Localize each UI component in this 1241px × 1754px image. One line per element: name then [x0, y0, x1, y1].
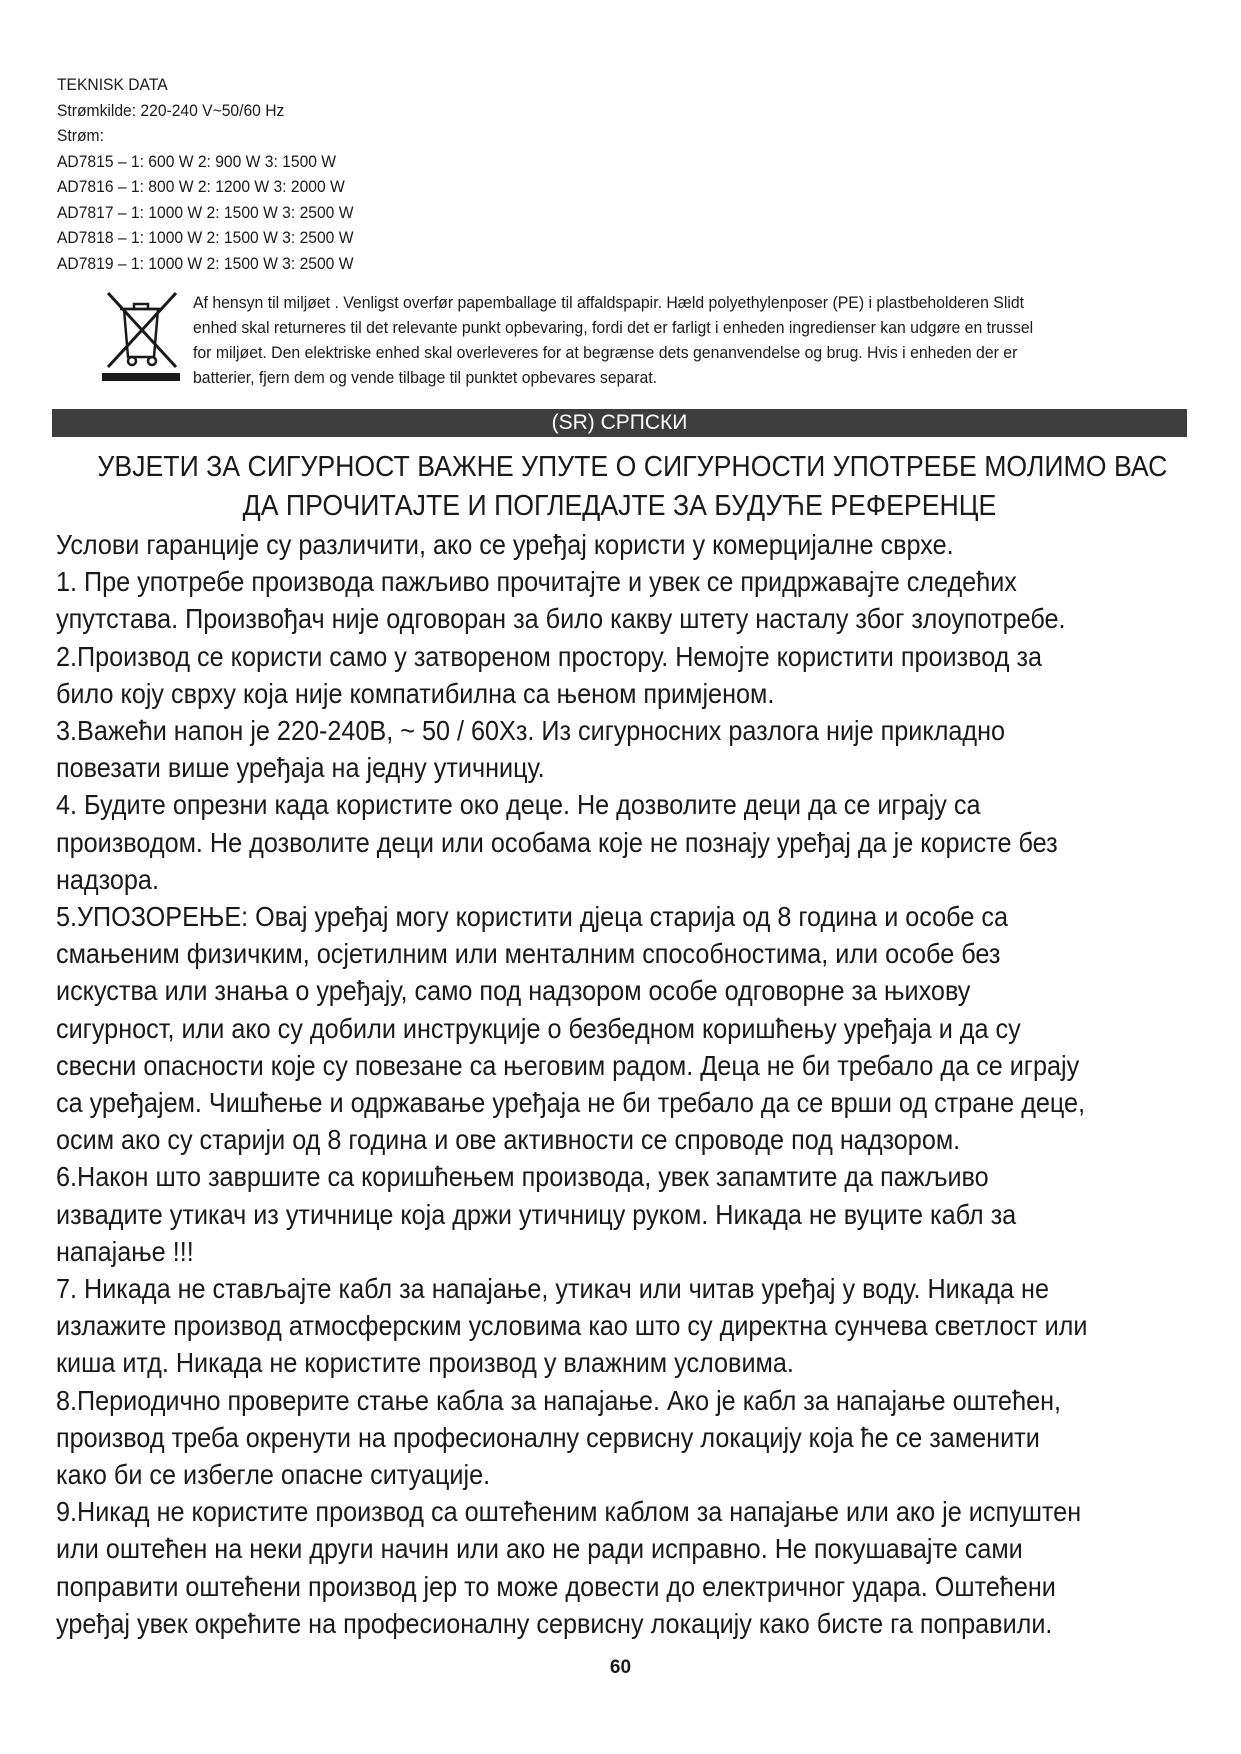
tech-line: AD7815 – 1: 600 W 2: 900 W 3: 1500 W [57, 151, 337, 171]
notice-line: Af hensyn til miljøet . Venligst overfør papemballage til affaldspapir. Hæld polyethylenposer (PE) i plastbeholderen Slidt [193, 293, 1025, 312]
body-line: са уређајем. Чишћење и одржавање уређаја не би требало да се врши од стране деце, [56, 1087, 1086, 1119]
tech-line: AD7816 – 1: 800 W 2: 1200 W 3: 2000 W [57, 177, 345, 196]
environmental-notice [193, 290, 1183, 390]
body-line: како би се избегле опасне ситуације. [56, 1459, 491, 1491]
body-line: уређај увек окрећите на професионалну сервисну локацију како бисте га поправили. [56, 1607, 1053, 1639]
body-line: киша итд. Никада не користите производ у влажним условима. [56, 1347, 794, 1379]
notice-line: enhed skal returneres til det relevante punkt opbevaring, fordi det er farligt i enheden ingredienser kan udgøre en trussel [193, 318, 1034, 337]
notice-line: for miljøet. Den elektriske enhed skal overleveres for at begrænse dets genanvendelse og brug. Hvis i enheden der er [193, 343, 1018, 362]
notice-line: batterier, fjern dem og vende tilbage til punktet opbevares separat. [193, 368, 658, 387]
tech-line: Strøm: [57, 126, 104, 145]
body-line: 7. Никада не стављајте кабл за напајање, утикач или читав уређај у воду. Никада не [56, 1273, 1049, 1305]
tech-line: TEKNISK DATA [57, 75, 168, 94]
body-line: било коју сврху која није компатибилна са њеном примјеном. [56, 677, 775, 709]
body-line: 8.Периодично проверите стање кабла за напајање. Ако је кабл за напајање оштећен, [56, 1384, 1062, 1416]
title-line: УВЈЕТИ ЗА СИГУРНОСТ ВАЖНЕ УПУТЕ О СИГУРНОСТИ УПОТРЕБЕ МОЛИМО ВАС [97, 451, 1168, 483]
body-line: свесни опасности које су повезане са његовим радом. Деца не би требало да се играју [56, 1049, 1080, 1081]
body-line: сигурност, или ако су добили инструкције о безбедном коришћењу уређаја и да су [56, 1012, 1021, 1044]
crossed-out-wheelie-bin-icon [100, 287, 182, 383]
tech-line: AD7819 – 1: 1000 W 2: 1500 W 3: 2500 W [57, 253, 354, 273]
tech-line: AD7817 – 1: 1000 W 2: 1500 W 3: 2500 W [57, 202, 354, 222]
body-line: производом. Не дозволите деци или особама које не познају уређај да је користе без [56, 826, 1058, 858]
body-line: Услови гаранције су различити, ако се уређај користи у комерцијалне сврхе. [56, 529, 954, 560]
body-line: поправити оштећени производ јер то може довести до електричног удара. Оштећени [56, 1570, 1056, 1602]
body-line: напајање !!! [56, 1235, 194, 1267]
body-line: 4. Будите опрезни када користите око деце. Не дозволите деци да се играју са [56, 789, 981, 821]
body-line: искуства или знања о уређају, само под надзором особе одговорне за њихову [56, 975, 971, 1007]
safety-title [52, 448, 1187, 526]
body-line: или оштећен на неки други начин или ако не ради исправно. Не покушавајте сами [56, 1533, 1023, 1565]
body-line: 6.Након што завршите са коришћењем производа, увек запамтите да пажљиво [56, 1161, 989, 1193]
body-line: упутстава. Произвођач није одговоран за било какву штету насталу због злоупотребе. [56, 603, 1066, 635]
body-line: надзора. [56, 863, 159, 895]
body-line: осим ако су старији од 8 година и ове активности се спроводе под надзором. [56, 1124, 961, 1156]
tech-line: Strømkilde: 220-240 V~50/60 Hz [57, 100, 285, 120]
title-line: ДА ПРОЧИТАЈТЕ И ПОГЛЕДАЈТЕ ЗА БУДУЋЕ РЕФЕРЕНЦЕ [242, 490, 997, 522]
body-line: 9.Никад не користите производ са оштећеним каблом за напајање или ако је испуштен [56, 1496, 1082, 1528]
language-section-header: (SR) СРПСКИ [52, 409, 1187, 437]
page-number: 60 [609, 1657, 632, 1678]
technical-data-block [57, 72, 657, 276]
body-line: производ треба окренути на професионалну сервисну локацију која ће се заменити [56, 1421, 1040, 1453]
safety-instructions [56, 526, 1186, 1642]
body-line: излажите производ атмосферским условима као што су директна сунчева светлост или [56, 1310, 1088, 1342]
body-line: смањеним физичким, осјетилним или менталним способностима, или особе без [56, 938, 1001, 970]
body-line: повезати више уређаја на једну утичницу. [56, 752, 545, 784]
body-line: 3.Важећи напон је 220-240В, ~ 50 / 60Хз. Из сигурносних разлога није прикладно [56, 715, 1006, 747]
body-line: 2.Производ се користи само у затвореном простору. Немојте користити производ за [56, 640, 1043, 672]
tech-line: AD7818 – 1: 1000 W 2: 1500 W 3: 2500 W [57, 228, 354, 247]
body-line: 5.УПОЗОРЕЊЕ: Овај уређај могу користити дјеца старија од 8 година и особе са [56, 901, 1008, 933]
body-line: 1. Пре употребе производа пажљиво прочитајте и увек се придржавајте следећих [56, 566, 1017, 598]
body-line: извадите утикач из утичнице која држи утичницу руком. Никада не вуците кабл за [56, 1198, 1017, 1230]
